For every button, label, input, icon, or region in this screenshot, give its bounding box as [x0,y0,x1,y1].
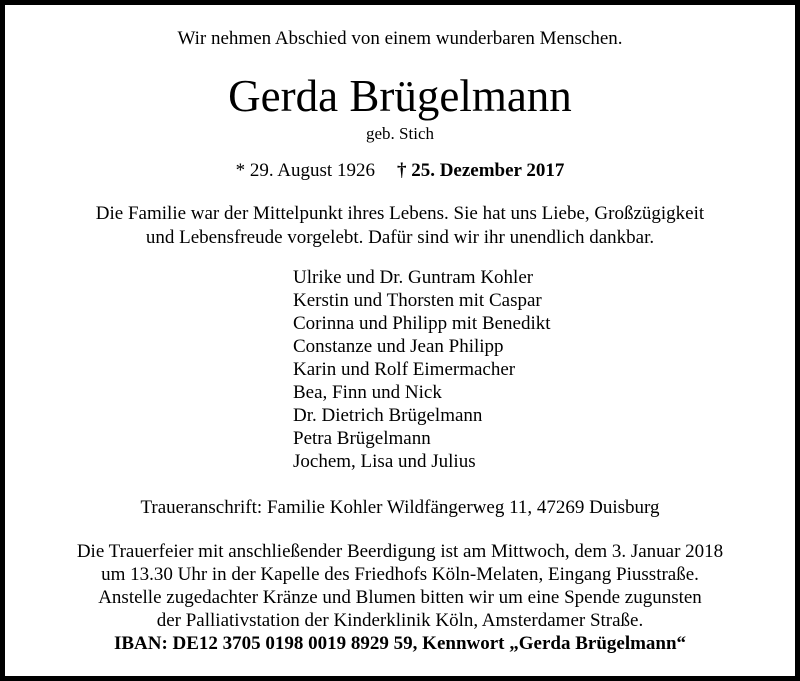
donation-iban: IBAN: DE12 3705 0198 0019 8929 59, Kennwort „Gerda Brügelmann“ [113,633,687,654]
tribute-line: Die Familie war der Mittelpunkt ihres Lebens. Sie hat uns Liebe, Großzügigkeit [95,203,705,224]
mourner-item: Karin und Rolf Eimermacher [293,359,516,380]
tribute-line: und Lebensfreude vorgelebt. Dafür sind wir ihr unendlich dankbar. [145,227,655,248]
mourning-address: Traueranschrift: Familie Kohler Wildfängerweg 11, 47269 Duisburg [140,497,660,518]
birth-date: * 29. August 1926 [235,160,375,181]
mourner-item: Jochem, Lisa und Julius [293,451,476,472]
service-line: der Palliativstation der Kinderklinik Köln, Amsterdamer Straße. [156,610,644,631]
mourner-item: Constanze und Jean Philipp [293,336,504,357]
life-dates [0,158,800,184]
funeral-service-info [0,540,800,655]
mourners-list [293,266,551,473]
deceased-name: Gerda Brügelmann [228,71,572,121]
service-line: Die Trauerfeier mit anschließender Beerdigung ist am Mittwoch, dem 3. Januar 2018 [76,541,724,562]
mourner-item: Ulrike und Dr. Guntram Kohler [293,267,534,288]
tribute-text [0,202,800,250]
maiden-name: geb. Stich [366,124,434,143]
service-line: um 13.30 Uhr in der Kapelle des Friedhofs Köln-Melaten, Eingang Piusstraße. [101,564,699,585]
death-date: † 25. Dezember 2017 [396,160,565,181]
mourner-item: Kerstin und Thorsten mit Caspar [293,290,542,311]
mourner-item: Bea, Finn und Nick [293,382,442,403]
intro-line: Wir nehmen Abschied von einem wunderbaren Menschen. [177,28,623,49]
mourner-item: Corinna und Philipp mit Benedikt [293,313,551,334]
service-line: Anstelle zugedachter Kränze und Blumen bitten wir um eine Spende zugunsten [98,587,702,608]
mourner-item: Petra Brügelmann [293,428,431,449]
mourner-item: Dr. Dietrich Brügelmann [293,405,483,426]
